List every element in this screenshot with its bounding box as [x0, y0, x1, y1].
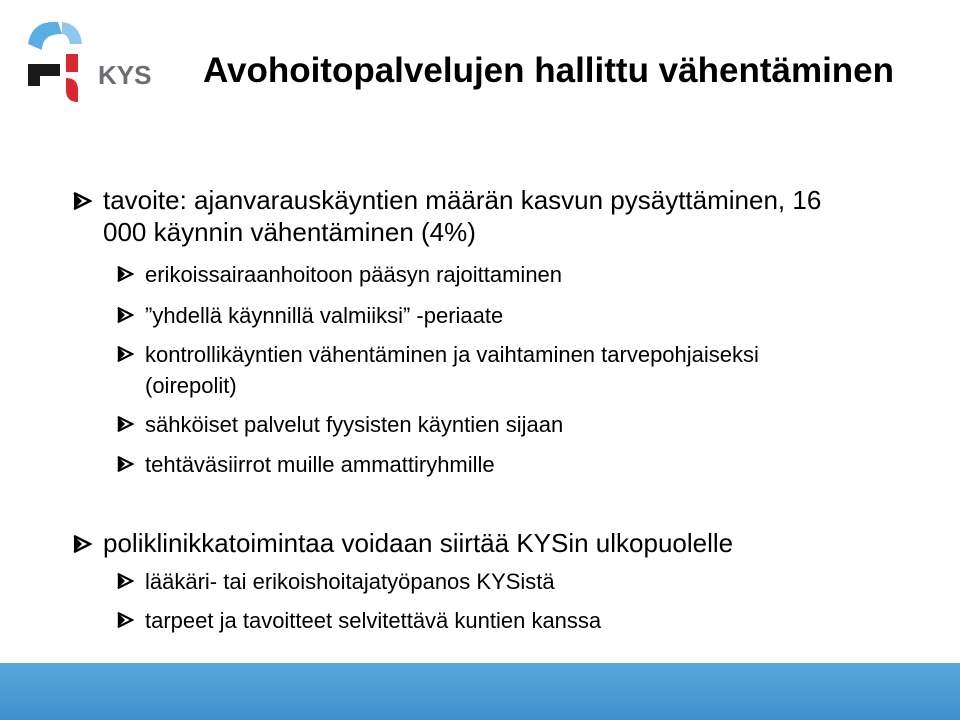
sub-bullet-text: ”yhdellä käynnillä valmiiksi” -periaate — [145, 303, 504, 328]
sub-bullet-text: tarpeet ja tavoitteet selvitettävä kuntien kanssa — [145, 608, 602, 633]
bullet-text: poliklinikkatoimintaa voidaan siirtää KYSin ulkopuolelle — [103, 528, 734, 558]
sub-bullet-text: erikoissairaanhoitoon pääsyn rajoittaminen — [145, 262, 563, 287]
slide-title: Avohoitopalvelujen hallittu vähentäminen — [203, 51, 895, 90]
sub-bullet-text: sähköiset palvelut fyysisten käyntien sijaan — [145, 412, 564, 437]
sub-bullet-text: kontrollikäyntien vähentäminen ja vaihtaminen tarvepohjaiseksi (oirepolit) — [145, 342, 766, 398]
arrow-bullet-icon — [72, 191, 92, 211]
bullet-text: tavoite: ajanvarauskäyntien määrän kasvun pysäyttäminen, 16 000 käynnin vähentäminen (4%) — [103, 185, 829, 247]
arrow-bullet-icon — [116, 265, 134, 283]
sub-bullet-text: tehtäväsiirrot muille ammattiryhmille — [145, 452, 495, 477]
arrow-bullet-icon — [116, 455, 134, 473]
arrow-bullet-icon — [116, 345, 134, 363]
arrow-bullet-icon — [116, 611, 134, 629]
arrow-bullet-icon — [116, 572, 134, 590]
svg-text:KYS: KYS — [98, 60, 152, 90]
sub-bullet-text: lääkäri- tai erikoishoitajatyöpanos KYSistä — [145, 569, 555, 594]
footer-bar — [0, 663, 960, 720]
arrow-bullet-icon — [72, 534, 92, 554]
arrow-bullet-icon — [116, 415, 134, 433]
arrow-bullet-icon — [116, 306, 134, 324]
